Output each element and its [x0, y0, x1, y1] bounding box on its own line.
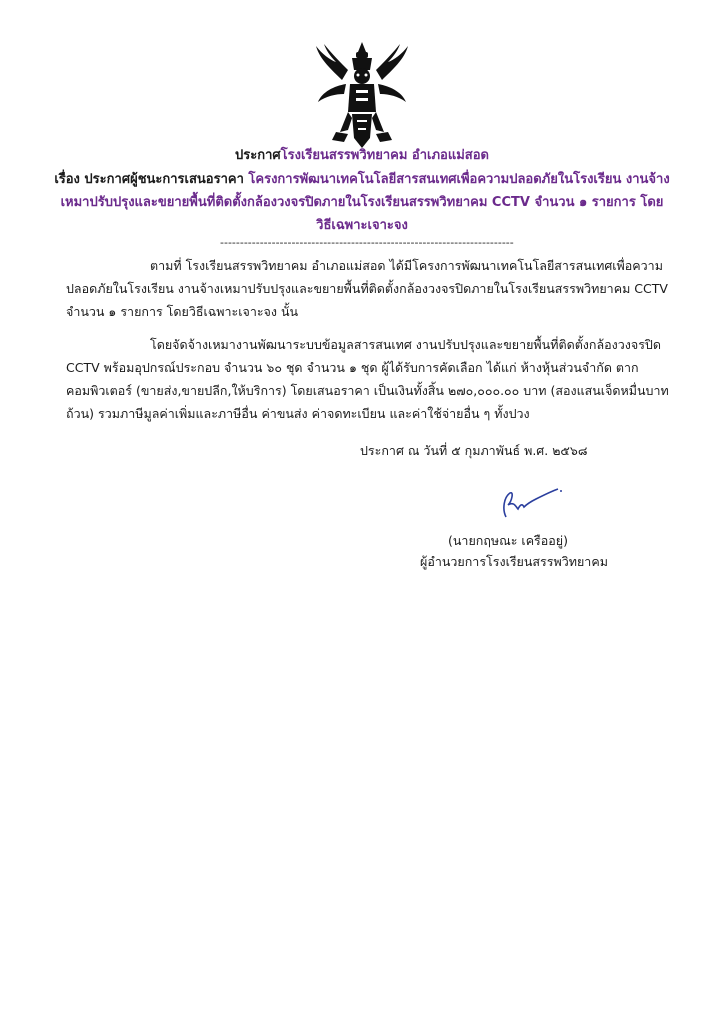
para2-line-2: CCTV พร้อมอุปกรณ์ประกอบ จำนวน ๖๐ ชุด จำนวน ๑ ชุด ผู้ได้รับการคัดเลือก ได้แก่ ห้างหุ้นส่วนจำกัด ตาก: [66, 360, 639, 375]
garuda-emblem-icon: [312, 40, 412, 152]
subject-prefix: เรื่อง ประกาศผู้ชนะการเสนอราคา: [54, 172, 249, 187]
para2-line-3: คอมพิวเตอร์ (ขายส่ง,ขายปลีก,ให้บริการ) โดยเสนอราคา เป็นเงินทั้งสิ้น ๒๗๐,๐๐๐.๐๐ บาท (สองแสนเจ็ดหมื่นบาท: [66, 383, 669, 398]
para1-line-2: ปลอดภัยในโรงเรียน งานจ้างเหมาปรับปรุงและขยายพื้นที่ติดตั้งกล้องวงจรปิดภายในโรงเรียนสรรพวิทยาคม CCTV: [66, 281, 668, 296]
title-prefix: ประกาศ: [235, 148, 281, 163]
subject-project: โครงการพัฒนาเทคโนโลยีสารสนเทศเพื่อความปลอดภัยในโรงเรียน งานจ้าง: [248, 172, 670, 187]
announce-date: ประกาศ ณ วันที่ ๕ กุมภาพันธ์ พ.ศ. ๒๕๖๘: [360, 443, 588, 458]
subject-line-1: [0, 168, 724, 189]
para1-line-3: จำนวน ๑ รายการ โดยวิธีเฉพาะเจาะจง นั้น: [66, 304, 299, 319]
para2-line-1: โดยจัดจ้างเหมางานพัฒนาระบบข้อมูลสารสนเทศ งานปรับปรุงและขยายพื้นที่ติดตั้งกล้องวงจรปิด: [150, 337, 661, 352]
subject-line-3: วิธีเฉพาะเจาะจง: [316, 218, 408, 233]
subject-line-2: เหมาปรับปรุงและขยายพื้นที่ติดตั้งกล้องวงจรปิดภายในโรงเรียนสรรพวิทยาคม CCTV จำนวน ๑ รายการ โดย: [60, 195, 664, 210]
signer-name: (นายกฤษณะ เครืออยู่): [448, 533, 568, 548]
signer-position: ผู้อำนวยการโรงเรียนสรรพวิทยาคม: [420, 554, 608, 569]
para2-line-4: ถ้วน) รวมภาษีมูลค่าเพิ่มและภาษีอื่น ค่าขนส่ง ค่าจดทะเบียน และค่าใช้จ่ายอื่น ๆ ทั้งปวง: [66, 406, 530, 421]
divider-line: --------------------------------------------------------------------------: [220, 236, 514, 249]
school-name: โรงเรียนสรรพวิทยาคม อำเภอแม่สอด: [280, 148, 489, 163]
signature-icon: [492, 483, 564, 523]
announcement-title: [0, 144, 724, 165]
para1-line-1: ตามที่ โรงเรียนสรรพวิทยาคม อำเภอแม่สอด ได้มีโครงการพัฒนาเทคโนโลยีสารสนเทศเพื่อความ: [150, 258, 663, 273]
